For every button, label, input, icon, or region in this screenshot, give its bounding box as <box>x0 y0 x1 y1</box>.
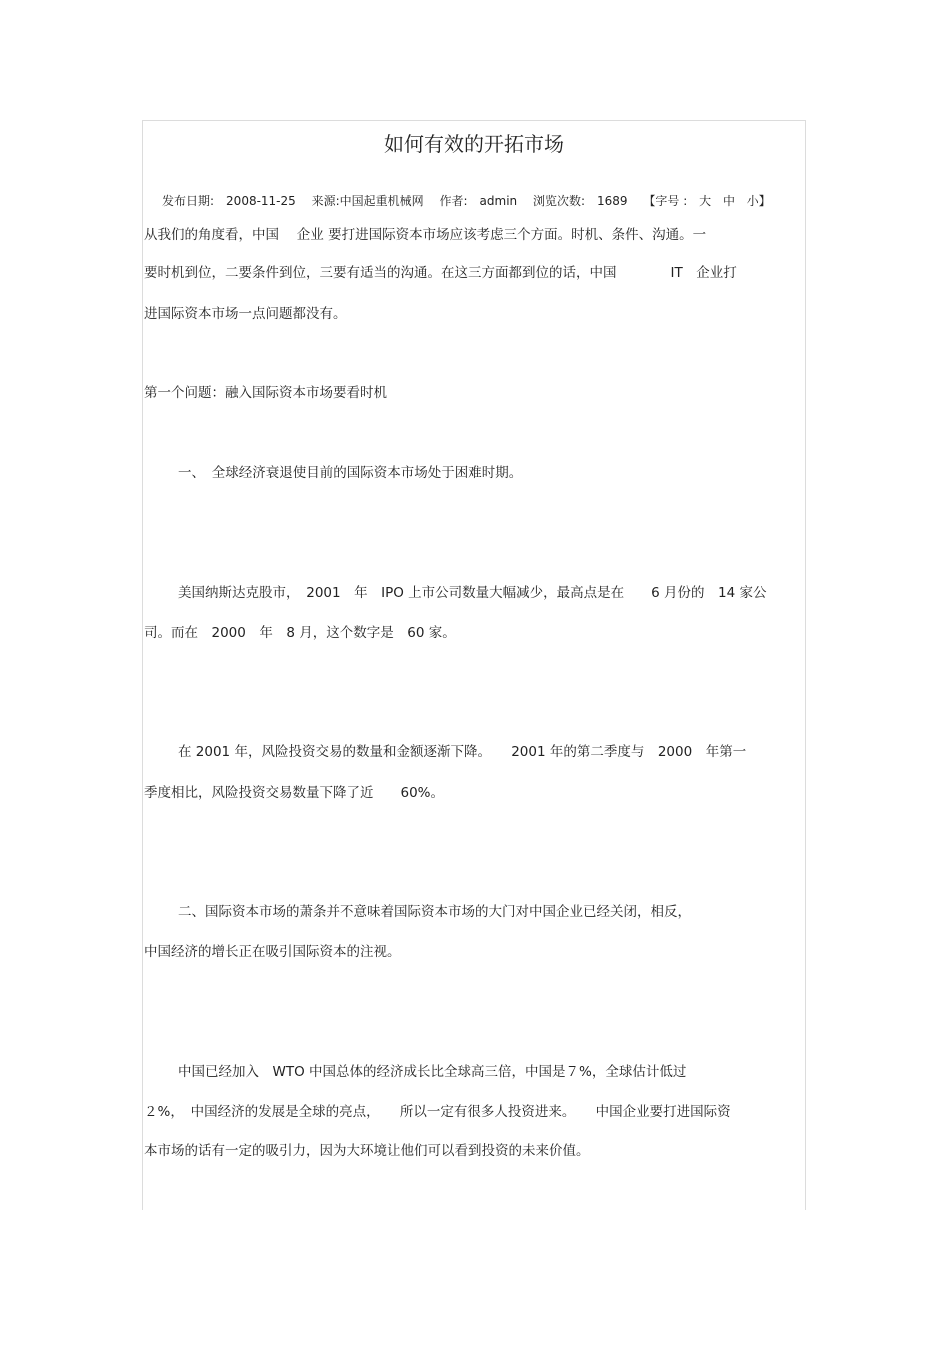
article-title: 如何有效的开拓市场 <box>384 132 564 156</box>
font-size-label: 【字号 : <box>643 194 688 208</box>
paragraph-line: 从我们的角度看，中国 企业 要打进国际资本市场应该考虑三个方面。时机、条件、沟通。一 <box>144 227 707 243</box>
article-meta <box>162 192 779 209</box>
font-size-medium-link[interactable]: 中 <box>722 194 735 208</box>
point-heading: 二、国际资本市场的萧条并不意味着国际资本市场的大门对中国企业已经关闭，相反， <box>178 904 691 920</box>
paragraph-line: 要时机到位，二要条件到位，三要有适当的沟通。在这三方面都到位的话，中国 IT 企业打 <box>144 265 737 281</box>
font-size-control <box>643 194 778 208</box>
section-heading: 第一个问题：融入国际资本市场要看时机 <box>144 385 387 401</box>
publish-date: 发布日期: 2008-11-25 <box>162 194 296 208</box>
view-count: 浏览次数: 1689 <box>532 194 628 208</box>
paragraph-line: 本市场的话有一定的吸引力，因为大环境让他们可以看到投资的未来价值。 <box>144 1143 590 1159</box>
paragraph-line: 司。而在 2000 年 8 月，这个数字是 60 家。 <box>144 625 456 641</box>
paragraph-line: 在 2001 年，风险投资交易的数量和金额逐渐下降。 2001 年的第二季度与 2000 年第一 <box>178 744 747 760</box>
source: 来源:中国起重机械网 <box>311 194 424 208</box>
paragraph-line: 季度相比，风险投资交易数量下降了近 60%。 <box>144 785 445 801</box>
author: 作者: admin <box>439 194 518 208</box>
paragraph-line: 中国经济的增长正在吸引国际资本的注视。 <box>144 944 401 960</box>
paragraph-line: ２%， 中国经济的发展是全球的亮点， 所以一定有很多人投资进来。 中国企业要打进国际资 <box>144 1104 731 1120</box>
paragraph-line: 中国已经加入 WTO 中国总体的经济成长比全球高三倍，中国是７%，全球估计低过 <box>178 1064 687 1080</box>
paragraph-line: 美国纳斯达克股市， 2001 年 IPO 上市公司数量大幅减少，最高点是在 6 月份的 14 家公 <box>178 585 767 601</box>
font-size-large-link[interactable]: 大 <box>699 194 712 208</box>
point-heading: 一、 全球经济衰退使目前的国际资本市场处于困难时期。 <box>178 465 523 481</box>
font-size-small-link[interactable]: 小】 <box>746 194 771 208</box>
article-frame <box>142 120 806 1210</box>
paragraph-line: 进国际资本市场一点问题都没有。 <box>144 306 347 322</box>
